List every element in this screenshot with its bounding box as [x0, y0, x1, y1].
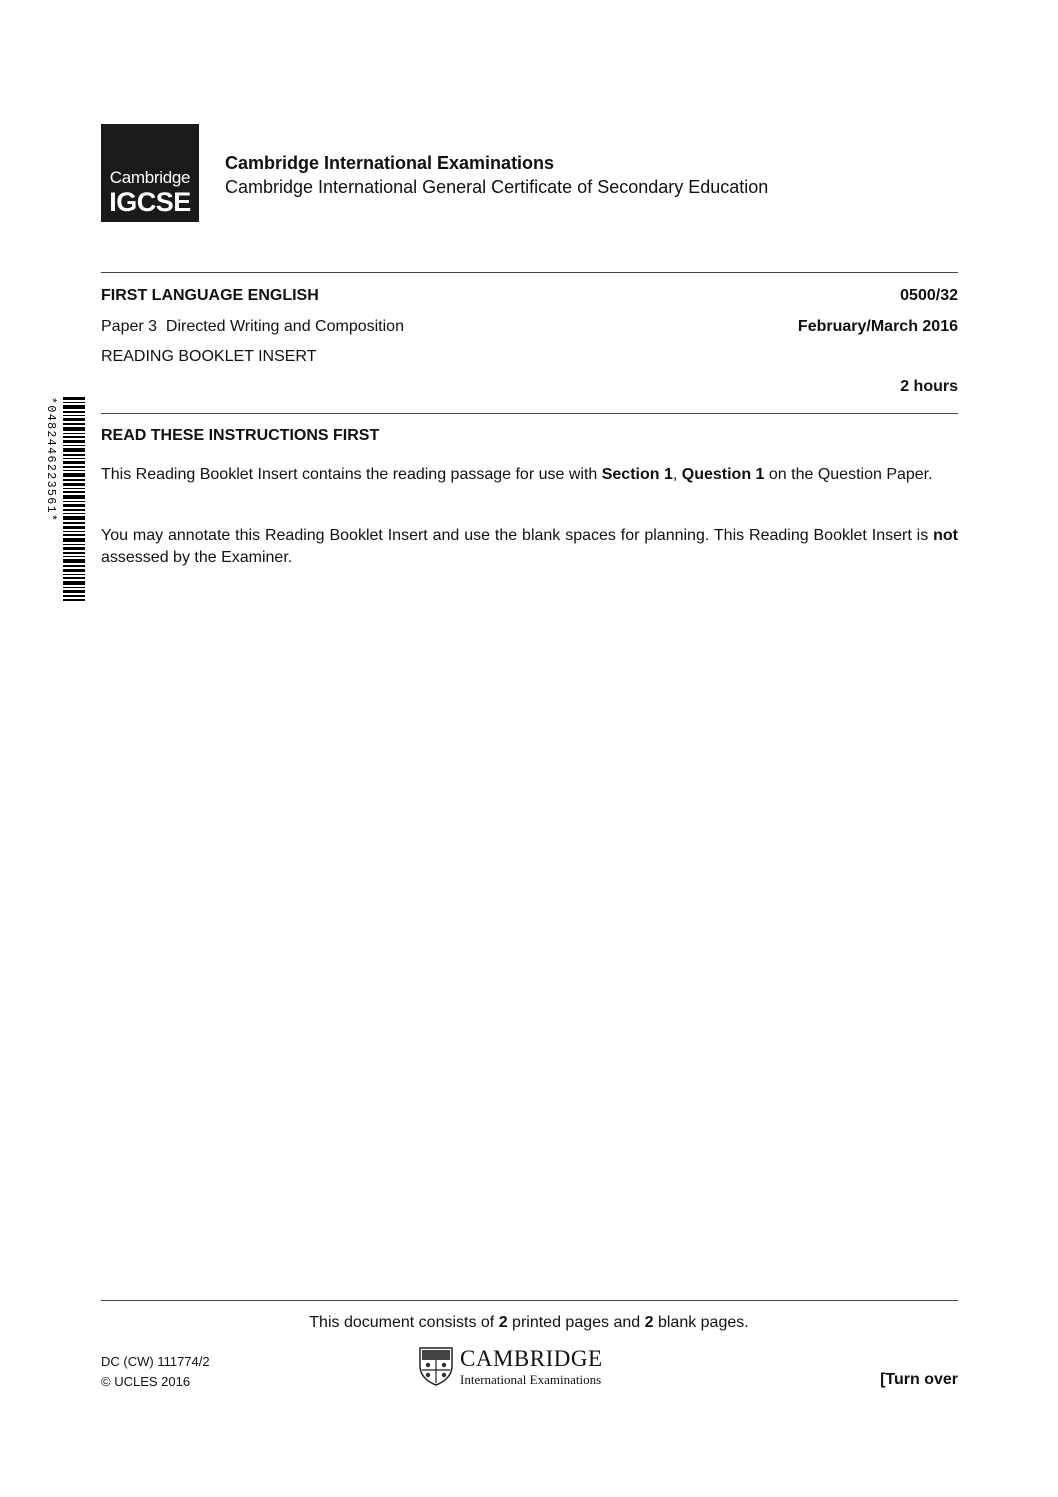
logo-cambridge-text: Cambridge [109, 168, 191, 187]
page-count-text: This document consists of [309, 1314, 499, 1331]
organisation-name: Cambridge International Examinations [225, 153, 555, 173]
exam-session: February/March 2016 [797, 318, 958, 335]
instruction-1-section: Section 1 [601, 466, 673, 483]
blank-pages-count: 2 [644, 1314, 654, 1331]
page-count-mid: printed pages and [507, 1314, 645, 1331]
booklet-type: READING BOOKLET INSERT [101, 348, 317, 365]
igcse-logo [101, 124, 199, 222]
logo-igcse-text: IGCSE [109, 187, 191, 217]
subject-title: FIRST LANGUAGE ENGLISH [101, 287, 319, 304]
instruction-paragraph-1 [101, 464, 958, 486]
instruction-1-end: on the Question Paper. [764, 466, 933, 483]
instruction-paragraph-2 [101, 525, 958, 569]
instruction-1-comma: , [672, 466, 682, 483]
instruction-2-text: You may annotate this Reading Booklet Insert and use the blank spaces for planning. This Reading Booklet Insert is [101, 527, 934, 544]
cambridge-logo [418, 1346, 628, 1388]
instruction-1-text: This Reading Booklet Insert contains the reading passage for use with [101, 466, 602, 483]
cambridge-crest-icon [418, 1346, 454, 1386]
footer-rule [101, 1300, 958, 1301]
instructions-rule [101, 413, 958, 414]
page-count-end: blank pages. [653, 1314, 749, 1331]
cambridge-name: CAMBRIDGE [460, 1346, 603, 1371]
syllabus-code: 0500/32 [900, 287, 958, 304]
copyright-notice: © UCLES 2016 [101, 1374, 191, 1389]
paper-title: Paper 3 Directed Writing and Composition [101, 318, 404, 335]
cambridge-subtitle: International Examinations [460, 1372, 602, 1387]
instruction-1-question: Question 1 [681, 466, 765, 483]
page-count-note [0, 1314, 1058, 1332]
header-rule [101, 272, 958, 273]
instructions-heading: READ THESE INSTRUCTIONS FIRST [101, 427, 380, 444]
instruction-2-end: assessed by the Examiner. [101, 549, 293, 566]
document-reference: DC (CW) 111774/2 [101, 1354, 210, 1369]
instruction-2-not: not [933, 527, 958, 544]
candidate-barcode [44, 397, 88, 601]
barcode-digits: *0482446223561* [44, 397, 57, 523]
exam-duration: 2 hours [900, 378, 958, 395]
turn-over-label: [Turn over [880, 1371, 958, 1388]
printed-pages-count: 2 [498, 1314, 508, 1331]
qualification-name: Cambridge International General Certificate of Secondary Education [225, 177, 769, 197]
